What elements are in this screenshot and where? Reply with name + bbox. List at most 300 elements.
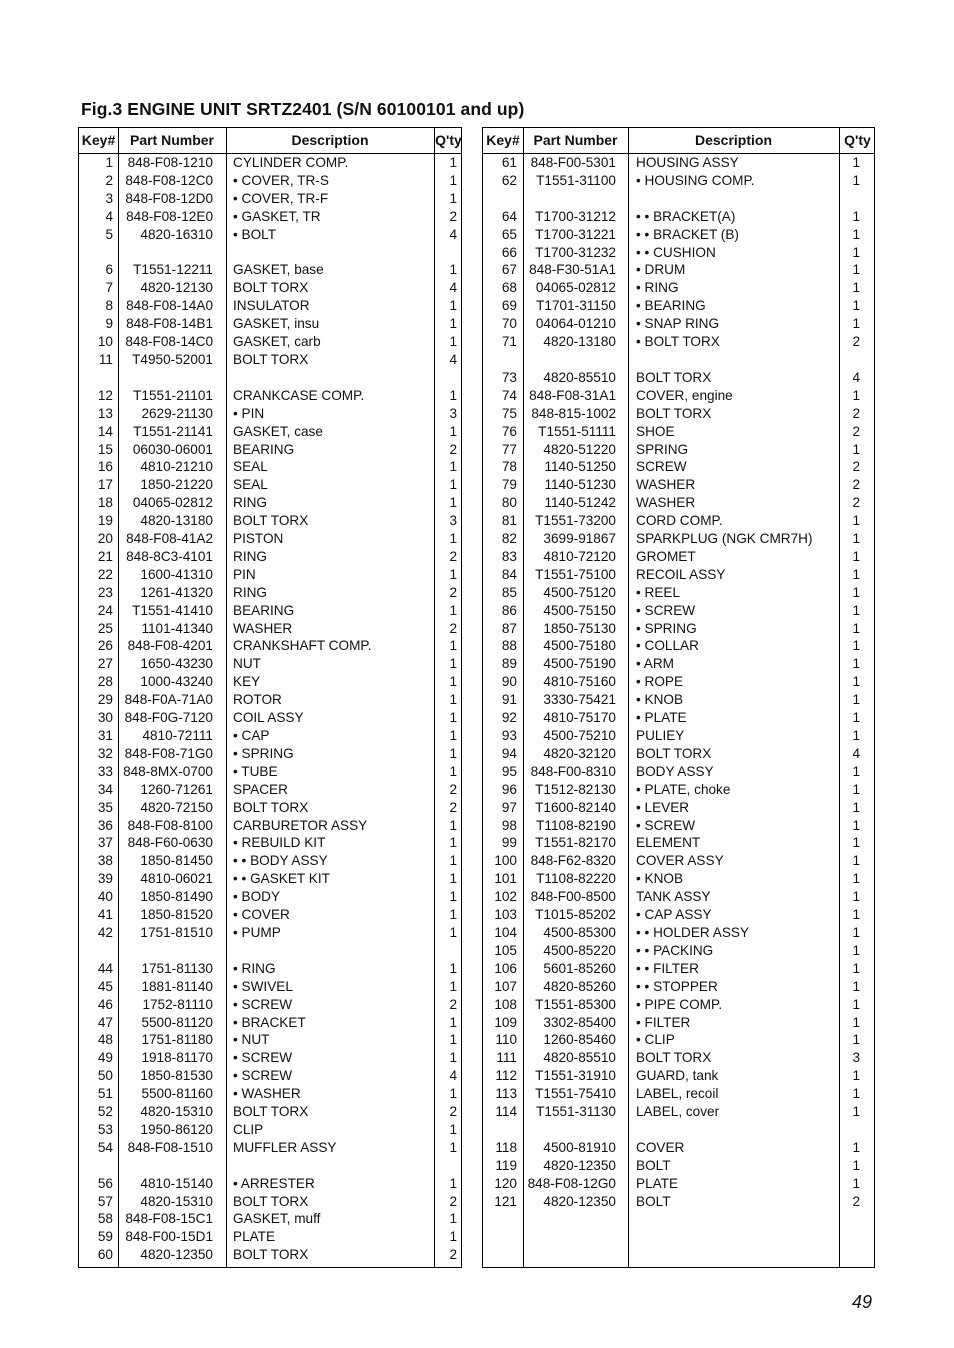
part-number: T1551-21141 (133, 423, 213, 439)
table-row (79, 1031, 461, 1049)
part-number: 848-F08-14C0 (125, 334, 213, 350)
part-number: 848-F08-12G0 (527, 1175, 616, 1191)
key-number: 77 (501, 441, 517, 457)
description: • SPRING (636, 620, 697, 636)
quantity: 1 (852, 781, 860, 797)
quantity: 2 (449, 208, 457, 224)
table-row (483, 1085, 874, 1103)
quantity: 2 (449, 584, 457, 600)
quantity: 1 (449, 745, 457, 761)
quantity: 1 (449, 1211, 457, 1227)
key-number: 81 (501, 513, 517, 529)
header-description: Description (291, 132, 369, 148)
key-number: 29 (97, 692, 113, 708)
quantity: 2 (852, 405, 860, 421)
quantity: 1 (449, 459, 457, 475)
description: • SCREW (233, 996, 293, 1012)
part-number: 4820-13180 (140, 513, 213, 529)
description: BOLT (636, 1157, 671, 1173)
part-number: 3302-85400 (543, 1014, 616, 1030)
table-row (483, 530, 874, 548)
table-row (79, 584, 461, 602)
table-row (79, 441, 461, 459)
quantity: 1 (852, 692, 860, 708)
part-number: T1015-85202 (535, 907, 616, 923)
quantity: 1 (449, 674, 457, 690)
table-row (79, 655, 461, 673)
quantity: 1 (449, 172, 457, 188)
table-row (79, 226, 461, 244)
table-row (79, 333, 461, 351)
quantity: 1 (852, 728, 860, 743)
key-number: 83 (501, 548, 517, 564)
key-number: 97 (501, 799, 517, 815)
description: • GASKET, TR (233, 208, 321, 224)
table-row (483, 673, 874, 691)
part-number: 848-F08-1210 (127, 155, 213, 170)
part-number: T1551-75100 (535, 566, 616, 582)
key-number: 59 (97, 1229, 113, 1245)
description: WASHER (636, 495, 696, 511)
description: GUARD, tank (636, 1068, 719, 1084)
quantity: 1 (852, 155, 860, 170)
description: RING (233, 584, 267, 600)
description: SEAL (233, 477, 268, 493)
quantity: 1 (449, 1086, 457, 1102)
description: • SCREW (636, 817, 696, 833)
description: • REEL (636, 584, 681, 600)
description: • RING (636, 280, 679, 296)
key-number: 49 (97, 1050, 113, 1066)
part-number: 848-8MX-0700 (123, 763, 213, 779)
table-row (79, 888, 461, 906)
table-row (483, 727, 874, 745)
table-row (79, 852, 461, 870)
quantity: 1 (852, 1014, 860, 1030)
key-number: 57 (97, 1193, 113, 1209)
table-row (483, 226, 874, 244)
quantity: 2 (852, 459, 860, 475)
part-number: 4820-85510 (543, 1050, 616, 1066)
key-number: 84 (501, 566, 517, 582)
key-number: 61 (501, 155, 517, 170)
key-number: 16 (97, 459, 113, 475)
header-key: Key# (486, 132, 520, 148)
description: BODY ASSY (636, 763, 714, 779)
table-row (483, 1067, 874, 1085)
key-number: 17 (97, 477, 113, 493)
key-number: 71 (501, 334, 517, 350)
key-number: 30 (97, 710, 113, 726)
description: • WASHER (233, 1086, 301, 1102)
table-row (483, 208, 874, 226)
key-number: 95 (501, 763, 517, 779)
part-number: T1551-51111 (538, 423, 616, 439)
quantity: 2 (449, 620, 457, 636)
table-row (79, 154, 461, 172)
quantity: 4 (852, 745, 860, 761)
description: • SNAP RING (636, 316, 720, 332)
description: • BOLT (233, 226, 277, 242)
part-number: T1600-82140 (535, 799, 616, 815)
description: • • HOLDER ASSY (636, 924, 750, 940)
quantity: 1 (852, 280, 860, 296)
part-number: 1752-81110 (142, 996, 213, 1012)
key-number: 56 (97, 1175, 113, 1191)
table-row (483, 458, 874, 476)
quantity: 4 (449, 351, 457, 367)
key-number: 89 (501, 656, 517, 672)
description: • COVER, TR-S (233, 172, 329, 188)
table-row (79, 906, 461, 924)
header-qty: Q'ty (435, 132, 462, 148)
description: BEARING (233, 441, 295, 457)
part-number: 06030-06001 (132, 441, 213, 457)
part-number: T1551-31130 (536, 1104, 616, 1120)
key-number: 18 (97, 495, 113, 511)
part-number: 848-F00-8310 (530, 763, 616, 779)
quantity: 1 (852, 584, 860, 600)
key-number: 20 (97, 531, 113, 547)
quantity: 1 (449, 728, 457, 743)
table-row (483, 1031, 874, 1049)
key-number: 75 (501, 405, 517, 421)
part-number: 4820-13180 (543, 334, 616, 350)
description: COVER, engine (636, 387, 733, 403)
key-number: 106 (494, 960, 517, 976)
key-number: 100 (494, 853, 517, 869)
part-number: 4810-15140 (140, 1175, 213, 1191)
quantity: 4 (449, 226, 457, 242)
table-row (483, 745, 874, 763)
part-number: T1551-82170 (535, 835, 616, 851)
part-number: 848-F00-8500 (530, 889, 616, 905)
table-row (483, 494, 874, 512)
quantity: 1 (852, 817, 860, 833)
description: • BOLT TORX (636, 334, 720, 350)
description: ELEMENT (636, 835, 701, 851)
part-number: 4820-72150 (140, 799, 213, 815)
key-number: 42 (97, 924, 113, 940)
key-number: 4 (105, 208, 113, 224)
description: • KNOB (636, 692, 684, 708)
quantity: 1 (852, 763, 860, 779)
part-number: 1600-41310 (140, 566, 213, 582)
part-number: 848-F0G-7120 (124, 710, 213, 726)
part-number: 1261-41320 (140, 584, 213, 600)
part-number: 848-8C3-4101 (126, 548, 213, 564)
part-number: 1950-86120 (140, 1121, 213, 1137)
key-number: 86 (501, 602, 517, 618)
quantity: 2 (449, 1193, 457, 1209)
key-number: 19 (97, 513, 113, 529)
part-number: T4950-52001 (132, 351, 213, 367)
part-number: 848-815-1002 (531, 405, 616, 421)
description: HOUSING ASSY (636, 155, 739, 170)
description: • HOUSING COMP. (636, 172, 755, 188)
quantity: 2 (852, 477, 860, 493)
table-row (79, 423, 461, 441)
description: • NUT (233, 1032, 270, 1048)
description: CARBURETOR ASSY (233, 817, 368, 833)
table-row (483, 566, 874, 584)
part-number: T1551-21101 (133, 387, 213, 403)
part-number: 4820-15310 (140, 1104, 213, 1120)
description: RING (233, 548, 267, 564)
part-number: 04065-02812 (535, 280, 616, 296)
table-row (79, 494, 461, 512)
quantity: 1 (852, 531, 860, 547)
table-row (483, 655, 874, 673)
key-number: 14 (97, 423, 113, 439)
parts-table-left (78, 127, 462, 1268)
description: KEY (233, 674, 261, 690)
part-number: 1650-43230 (140, 656, 213, 672)
table-row (79, 405, 461, 423)
quantity: 1 (449, 924, 457, 940)
description: BOLT TORX (233, 351, 309, 367)
description: • SWIVEL (233, 978, 293, 994)
table-row (79, 960, 461, 978)
part-number: 1000-43240 (140, 674, 213, 690)
part-number: 1260-71261 (140, 781, 213, 797)
quantity: 1 (852, 996, 860, 1012)
quantity: 1 (852, 1104, 860, 1120)
key-number: 26 (97, 638, 113, 654)
part-number: 848-F08-12C0 (125, 172, 213, 188)
part-number: 848-F00-15D1 (125, 1229, 213, 1245)
key-number: 12 (97, 387, 113, 403)
part-number: 1881-81140 (141, 978, 213, 994)
part-number: 4500-75150 (543, 602, 616, 618)
quantity: 1 (852, 924, 860, 940)
description: GASKET, case (233, 423, 323, 439)
description: • CLIP (636, 1032, 675, 1048)
quantity: 1 (852, 441, 860, 457)
table-row (483, 1014, 874, 1032)
description: GROMET (636, 548, 696, 564)
key-number: 109 (494, 1014, 517, 1030)
part-number: 1751-81130 (141, 960, 213, 976)
part-number: 1918-81170 (141, 1050, 213, 1066)
quantity: 1 (852, 1139, 860, 1155)
part-number: 3330-75421 (543, 692, 616, 708)
table-row (483, 172, 874, 190)
description: • PLATE, choke (636, 781, 731, 797)
quantity: 1 (449, 262, 457, 278)
key-number: 32 (97, 745, 113, 761)
part-number: T1551-41410 (132, 602, 213, 618)
key-number: 3 (105, 190, 113, 206)
table-row (79, 1193, 461, 1211)
key-number: 5 (105, 226, 113, 242)
key-number: 44 (97, 960, 113, 976)
key-number: 96 (501, 781, 517, 797)
part-number: 1140-51242 (544, 495, 616, 511)
description: BOLT TORX (233, 1104, 309, 1120)
quantity: 1 (852, 602, 860, 618)
quantity: 2 (852, 334, 860, 350)
part-number: 1260-85460 (543, 1032, 616, 1048)
key-number: 9 (105, 316, 113, 332)
key-number: 36 (97, 817, 113, 833)
description: • • BRACKET(A) (636, 208, 736, 224)
description: BEARING (233, 602, 295, 618)
quantity: 1 (852, 172, 860, 188)
description: SEAL (233, 459, 268, 475)
table-row (79, 297, 461, 315)
table-row (79, 620, 461, 638)
key-number: 103 (494, 907, 517, 923)
table-row (79, 1139, 461, 1157)
quantity: 1 (852, 656, 860, 672)
part-number: 848-F08-12E0 (126, 208, 213, 224)
quantity: 1 (449, 692, 457, 708)
description: NUT (233, 656, 261, 672)
part-number: 4500-85300 (543, 924, 616, 940)
key-number: 28 (97, 674, 113, 690)
quantity: 1 (852, 1068, 860, 1084)
part-number: 848-F08-1510 (127, 1139, 213, 1155)
table-row (79, 1067, 461, 1085)
table-row (79, 1210, 461, 1228)
key-number: 31 (97, 728, 113, 743)
quantity: 1 (852, 871, 860, 887)
description: SPARKPLUG (NGK CMR7H) (636, 531, 813, 547)
quantity: 1 (449, 1175, 457, 1191)
table-row (483, 297, 874, 315)
key-number: 13 (97, 405, 113, 421)
table-row (79, 351, 461, 369)
description: BOLT TORX (636, 745, 712, 761)
quantity: 1 (449, 638, 457, 654)
table-row (483, 190, 874, 208)
description: GASKET, carb (233, 334, 321, 350)
key-number: 102 (494, 889, 517, 905)
part-number: 1850-81530 (140, 1068, 213, 1084)
quantity: 1 (449, 1229, 457, 1245)
table-row (483, 1121, 874, 1139)
part-number: 4810-72120 (543, 548, 616, 564)
quantity: 1 (449, 889, 457, 905)
key-number: 82 (501, 531, 517, 547)
part-number: 848-F00-5301 (530, 155, 616, 170)
table-row (79, 261, 461, 279)
quantity: 2 (449, 1104, 457, 1120)
key-number: 120 (494, 1175, 517, 1191)
description: PLATE (233, 1229, 276, 1245)
description: SPACER (233, 781, 288, 797)
key-number: 10 (97, 334, 113, 350)
key-number: 2 (105, 172, 113, 188)
part-number: T1701-31150 (536, 298, 616, 314)
description: • BEARING (636, 298, 706, 314)
quantity: 1 (449, 423, 457, 439)
table-row (79, 244, 461, 262)
description: • ARM (636, 656, 674, 672)
key-number: 58 (97, 1211, 113, 1227)
description: • • PACKING (636, 942, 714, 958)
quantity: 1 (852, 208, 860, 224)
part-number: 1850-81450 (140, 853, 213, 869)
description: • • CUSHION (636, 244, 716, 260)
quantity: 1 (449, 1139, 457, 1155)
quantity: 1 (852, 548, 860, 564)
part-number: 5500-81120 (141, 1014, 213, 1030)
table-row (483, 709, 874, 727)
part-number: 4820-51220 (543, 441, 616, 457)
quantity: 2 (449, 548, 457, 564)
description: BOLT (636, 1193, 671, 1209)
key-number: 112 (495, 1068, 517, 1084)
quantity: 1 (449, 1014, 457, 1030)
table-row (483, 387, 874, 405)
key-number: 121 (494, 1193, 517, 1209)
part-number: 1140-51250 (544, 459, 616, 475)
description: • • STOPPER (636, 978, 718, 994)
quantity: 2 (852, 1193, 860, 1209)
description: GASKET, muff (233, 1211, 321, 1227)
table-row (483, 512, 874, 530)
part-number: 5601-85260 (543, 960, 616, 976)
key-number: 52 (97, 1104, 113, 1120)
table-row (79, 727, 461, 745)
part-number: T1551-75410 (535, 1086, 616, 1102)
rows-left (79, 154, 461, 1264)
table-row (483, 691, 874, 709)
part-number: 848-F08-15C1 (125, 1211, 213, 1227)
header-description: Description (694, 132, 772, 148)
description: PIN (233, 566, 256, 582)
table-row (483, 351, 874, 369)
quantity: 1 (852, 907, 860, 923)
quantity: 2 (852, 423, 860, 439)
quantity: 1 (852, 674, 860, 690)
table-row (483, 637, 874, 655)
part-number: T1700-31212 (535, 208, 616, 224)
quantity: 1 (449, 531, 457, 547)
table-row (79, 369, 461, 387)
key-number: 94 (501, 745, 517, 761)
table-row (483, 476, 874, 494)
description: TANK ASSY (636, 889, 711, 905)
quantity: 1 (449, 477, 457, 493)
part-number: 04064-01210 (535, 316, 616, 332)
quantity: 1 (852, 942, 860, 958)
description: WASHER (636, 477, 696, 493)
key-number: 85 (501, 584, 517, 600)
table-row (79, 1175, 461, 1193)
key-number: 1 (105, 155, 113, 170)
table-row (79, 208, 461, 226)
quantity: 1 (449, 602, 457, 618)
part-number: 4820-85260 (543, 978, 616, 994)
quantity: 4 (852, 369, 860, 385)
description: • SPRING (233, 745, 294, 761)
part-number: 1101-41340 (141, 620, 213, 636)
quantity: 1 (852, 262, 860, 278)
table-row (79, 315, 461, 333)
part-number: T1551-12211 (133, 262, 213, 278)
key-number: 66 (501, 244, 517, 260)
table-row (483, 279, 874, 297)
key-number: 6 (105, 262, 113, 278)
description: RING (233, 495, 267, 511)
quantity: 1 (449, 907, 457, 923)
table-row (79, 834, 461, 852)
quantity: 1 (449, 1032, 457, 1048)
table-row (483, 781, 874, 799)
